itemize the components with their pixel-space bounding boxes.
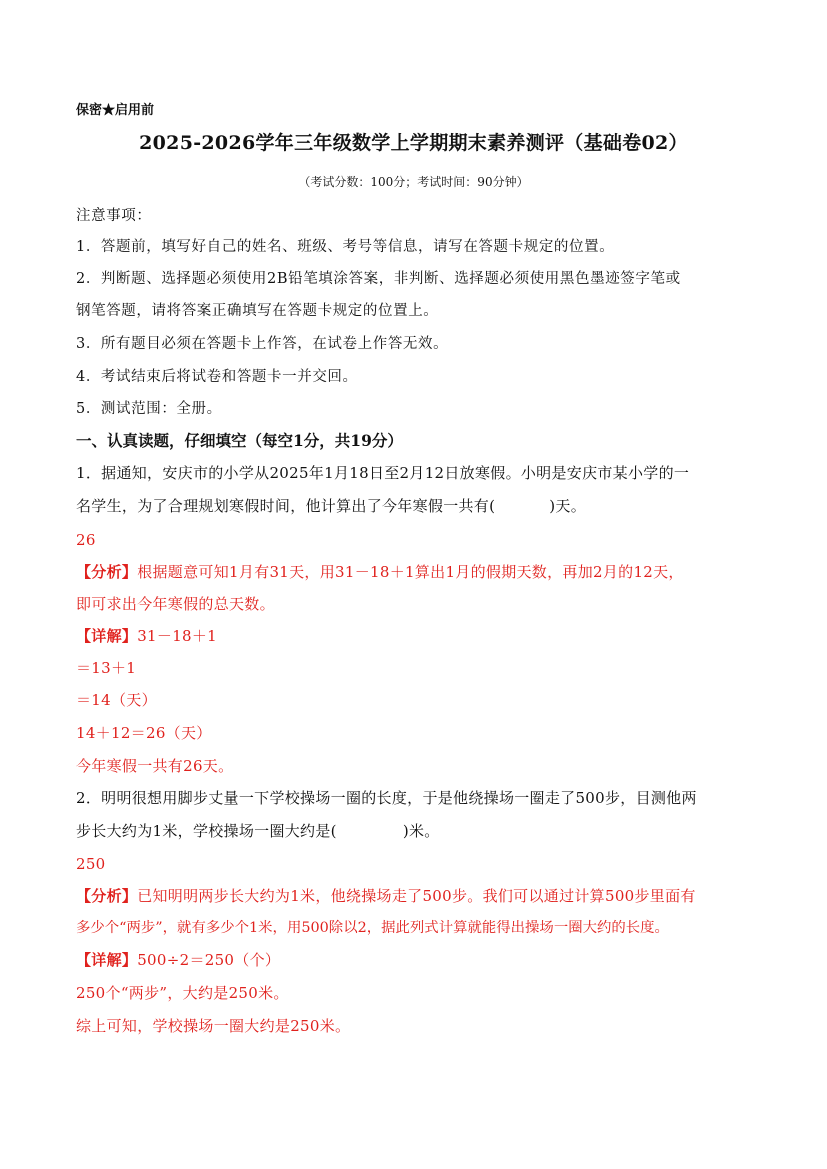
question-1-line: 1．据通知，安庆市的小学从2025年1月18日至2月12日放寒假。小明是安庆市某小学的一 [76, 464, 690, 482]
analysis-tag: 【分析】 [76, 563, 138, 581]
detail-text: 14＋12＝26（天） [76, 724, 212, 742]
detail-text: 500÷2＝250（个） [137, 951, 281, 969]
detail-text: 综上可知，学校操场一圈大约是250米。 [76, 1017, 351, 1035]
detail-text: 今年寒假一共有26天。 [76, 757, 234, 775]
question-1-text: 名学生，为了合理规划寒假时间，他计算出了今年寒假一共有( [76, 497, 496, 515]
note-item: 4．考试结束后将试卷和答题卡一并交回。 [76, 369, 358, 385]
analysis-text: 已知明明两步长大约为1米，他绕操场走了500步。我们可以通过计算500步里面有 [137, 887, 696, 905]
detail-text: 31－18＋1 [137, 627, 218, 645]
question-1-analysis [76, 562, 684, 582]
question-1-line [76, 496, 586, 516]
exam-subtitle: （考试分数：100分；考试时间：90分钟） [298, 175, 529, 189]
analysis-text: 根据题意可知1月有31天，用31－18＋1算出1月的假期天数，再加2月的12天， [137, 563, 684, 581]
question-2-line: 2．明明很想用脚步丈量一下学校操场一圈的长度，于是他绕操场一圈走了500步，目测他两 [76, 789, 697, 807]
exam-title: 2025-2026学年三年级数学上学期期末素养测评（基础卷02） [139, 132, 688, 154]
question-2-answer: 250 [76, 855, 106, 873]
question-2-line [76, 821, 440, 841]
detail-text: ＝13＋1 [76, 659, 137, 677]
note-item: 2．判断题、选择题必须使用2B铅笔填涂答案，非判断、选择题必须使用黑色墨迹签字笔或 [76, 271, 681, 287]
question-1-answer: 26 [76, 531, 96, 549]
note-item: 5．测试范围：全册。 [76, 401, 222, 417]
analysis-text: 多少个“两步”，就有多少个1米，用500除以2，据此列式计算就能得出操场一圈大约的长度。 [76, 920, 669, 936]
notes-heading: 注意事项： [76, 208, 152, 224]
question-1-detail [76, 626, 217, 646]
analysis-tag: 【分析】 [76, 887, 138, 905]
question-1-text: )天。 [549, 497, 587, 515]
detail-text: 250个“两步”，大约是250米。 [76, 984, 289, 1002]
confidential-label: 保密★启用前 [76, 103, 155, 118]
detail-text: ＝14（天） [76, 691, 157, 709]
question-2-detail [76, 950, 280, 970]
detail-tag: 【详解】 [76, 627, 138, 645]
note-item: 3．所有题目必须在答题卡上作答，在试卷上作答无效。 [76, 336, 449, 352]
question-2-text: 步长大约为1米，学校操场一圈大约是( [76, 822, 337, 840]
question-2-text: )米。 [402, 822, 440, 840]
section-title: 一、认真读题，仔细填空（每空1分，共19分） [76, 431, 403, 450]
analysis-text: 即可求出今年寒假的总天数。 [76, 595, 275, 613]
question-2-analysis [76, 886, 696, 906]
note-item: 1．答题前，填写好自己的姓名、班级、考号等信息，请写在答题卡规定的位置。 [76, 239, 615, 255]
note-item: 钢笔答题，请将答案正确填写在答题卡规定的位置上。 [76, 303, 439, 319]
detail-tag: 【详解】 [76, 951, 138, 969]
